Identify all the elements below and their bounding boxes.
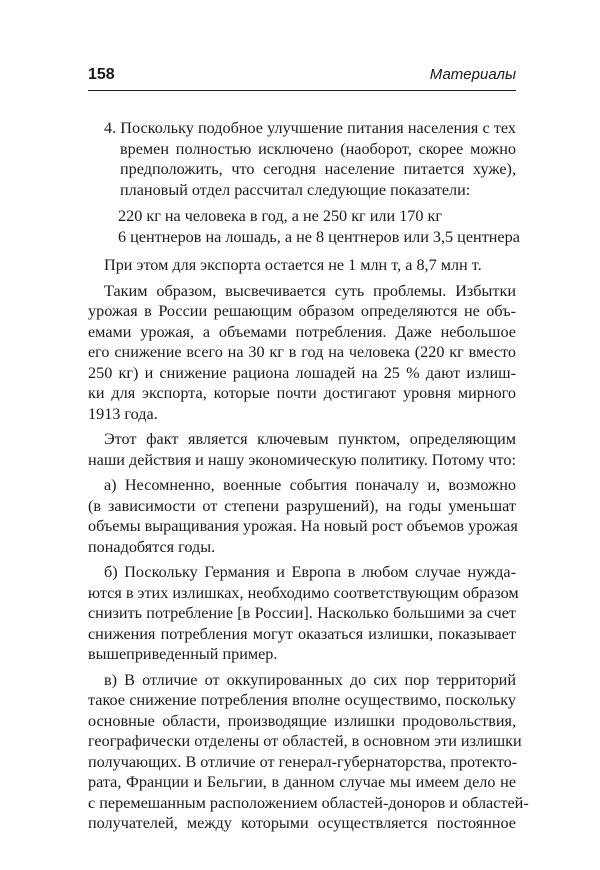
text-line: его снижение всего на 30 кг в год на человека (220 кг вместо (88, 343, 516, 361)
running-title: Материалы (429, 66, 516, 83)
text-line: емами урожая, а объемами потребления. Даже небольшое (88, 322, 516, 341)
text-line: в) В отличие от оккупированных до сих пор территорий (104, 670, 516, 689)
paragraph-key (88, 429, 516, 470)
text-line: снизить потребление [в России]. Насколько большими за счет (88, 604, 516, 622)
paragraph-v (88, 670, 529, 834)
text-line: географически отделены от областей, в основном эти излишки (88, 732, 522, 750)
text-line: Этот факт является ключевым пунктом, определяющим (104, 430, 516, 448)
text-line: ки для экспорта, которые почти достигают уровня мирного (88, 384, 516, 402)
text-line: предположить, что сегодня население питается хуже), (120, 160, 516, 178)
paragraph-b (88, 562, 519, 665)
figure-line: 220 кг на человека в год, а не 250 кг или 170 кг (118, 207, 443, 225)
page-number: 158 (88, 66, 115, 83)
text-line: такое снижение потребления вполне осуществимо, поскольку (88, 691, 516, 709)
text-line: а) Несомненно, военные события поначалу и, возможно (104, 476, 516, 494)
text-line: ются в этих излишках, необходимо соответствующим образом (88, 583, 519, 602)
text-line: 250 кг) и снижение рациона лошадей на 25 % дают излиш- (88, 363, 516, 382)
page-body (88, 118, 529, 834)
text-line: времен полностью исключено (наоборот, скорее можно (120, 139, 516, 158)
text-line: вышеприведенный пример. (88, 645, 278, 663)
list-item-4 (88, 118, 516, 200)
paragraph-problem (88, 281, 516, 425)
text-line: основные области, производящие излишки продовольствия, (88, 711, 516, 730)
text-line: получающих. В отличие от генерал-губернаторства, протекто- (88, 752, 518, 771)
text-line: урожая в России решающим образом определяются не объ- (88, 302, 516, 320)
text-line: понадобятся годы. (88, 537, 216, 556)
text-line: объемы выращивания урожая. На новый рост объемов урожая (88, 517, 518, 535)
text-line: б) Поскольку Германия и Европа в любом случае нужда- (104, 563, 516, 581)
text-line: с перемешанным расположением областей-доноров и областей- (88, 793, 529, 812)
text-line: получателей, между которыми осуществляется постоянное (88, 814, 516, 832)
text-line: наши действия и нашу экономическую политику. Потому что: (88, 450, 516, 469)
text-line: рата, Франции и Бельгии, в данном случае мы имеем дело не (88, 773, 516, 791)
text-line: снижения потребления могут оказаться излишки, показывает (88, 624, 516, 643)
export-line: При этом для экспорта остается не 1 млн т, а 8,7 млн т. (104, 256, 482, 274)
figures-block (88, 206, 520, 247)
text-line: 1913 года. (88, 404, 158, 423)
page-header (88, 66, 516, 92)
text-line: плановый отдел рассчитал следующие показатели: (120, 180, 471, 199)
text-line: 4. Поскольку подобное улучшение питания населения с тех (104, 119, 516, 137)
header-rule (88, 90, 516, 91)
text-line: (в зависимости от степени разрушений), на годы уменьшат (88, 496, 516, 515)
figure-line: 6 центнеров на лошадь, а не 8 центнеров или 3,5 центнера (118, 227, 520, 246)
paragraph-a (88, 475, 516, 557)
text-line: Таким образом, высвечивается суть проблемы. Избытки (104, 281, 516, 300)
